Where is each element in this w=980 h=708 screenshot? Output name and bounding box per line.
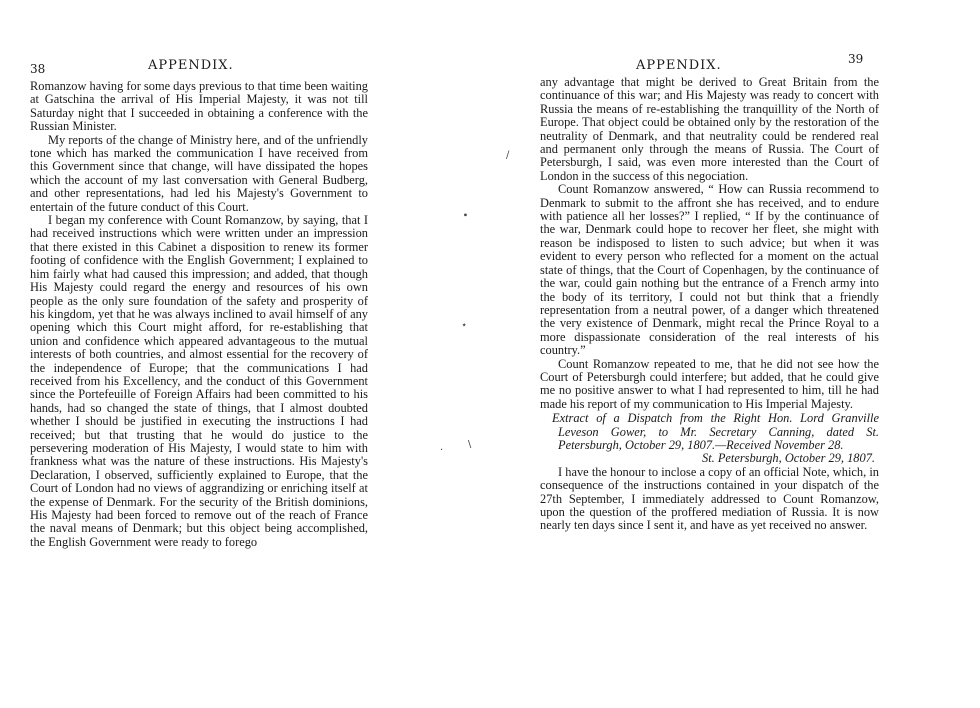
paragraph: Count Romanzow repeated to me, that he did not see how the Court of Petersburgh could interfere; but added, that he could give me no positive answer to what I had represented to him, till he had made his report of my communication to His Imperial Majesty. — [540, 356, 879, 411]
scan-mark: ∖ — [466, 440, 473, 451]
paragraph: any advantage that might be derived to Great Britain from the continuance of this war; and His Majesty was ready to concert with Russia the means of re-establishing the tranquillity of the North of Europe. That object could be obtained only by the restoration of the neutrality of Denmark, and that neutrality could be rendered real and permanent only through the means of Russia. The Court of Petersburgh, I said, was even more interested than the Court of London in the success of this negociation. — [540, 75, 879, 183]
page-number: 38 — [30, 62, 46, 76]
scan-mark: · — [440, 445, 444, 456]
page-header: APPENDIX. — [148, 58, 234, 73]
text-column — [540, 76, 879, 533]
paragraph: I began my conference with Count Romanzow, by saying, that I had received instructions which were written under an impression that there existed in this Cabinet a disposition to renew its former footing of confidence with the English Government; I explained to him fairly what had caused this impression; and added, that though His Majesty could regard the energy and resources of his own people as the only sure foundation of the safety and prosperity of his kingdom, yet that he was always inclined to avail himself of any opening which this Court might afford, for re-establishing that union and confidence which appeared advantageous to the mutual interests of both countries, and almost essential for the recovery of the independence of Europe; that the communications I had received from his Excellency, and the conduct of this Government since the Portefeuille of Foreign Affairs had been committed to his hands, had so changed the state of things, that I almost doubted whether I should be justified in executing the instructions I had received; but that trusting that he would do justice to the persevering moderation of His Majesty, I would state to him with frankness what was the nature of these instructions. His Majesty's Declaration, I observed, sufficiently explained to Europe, that the Court of London had no views of aggrandizing or enriching itself at the expense of Denmark. For the security of the British dominions, His Majesty had been forced to remove out of the reach of France the naval means of Denmark; but this object being accomplished, the English Government were ready to forego — [30, 213, 368, 549]
scan-mark: / — [506, 150, 510, 161]
extract-heading: Extract of a Dispatch from the Right Hon. Lord Granville Leveson Gower, to Mr. Secretary Canning, dated St. Petersburgh, October 29, 1807.—Received November 28. — [552, 411, 879, 452]
paragraph: Count Romanzow answered, “ How can Russia recommend to Denmark to submit to the affront she has received, and to endure with patience all her losses?” I replied, “ If by the continuance of the war, Denmark could hope to recover her fleet, she might with reason be indisposed to listen to such advice; but when it was evident to every person who reflected for a moment on the actual state of things, that the Court of Copenhagen, by the continuance of the war, could gain nothing but the entrance of a French army into the body of its territory, I could not but think that a friendly representation from a neutral power, of a danger which threatened the very existence of Denmark, might recal the Prince Royal to a more dispassionate consideration of the real interests of his country.” — [540, 182, 879, 358]
text-column — [30, 80, 368, 549]
dateline: St. Petersburgh, October 29, 1807. — [702, 451, 875, 466]
right-page — [490, 0, 980, 708]
scan-mark: ∙ — [463, 210, 468, 221]
paragraph: Romanzow having for some days previous to that time been waiting at Gatschina the arrival of His Imperial Majesty, it was not till Saturday night that I succeeded in obtaining a conference with the Russian Minister. — [30, 79, 368, 134]
paragraph: I have the honour to inclose a copy of an official Note, which, in consequence of the instructions contained in your dispatch of the 27th September, I immediately addressed to Count Romanzow, upon the question of the proffered mediation of Russia. It is now nearly ten days since I sent it, and have as yet received no answer. — [540, 464, 879, 533]
page-number: 39 — [848, 52, 864, 66]
page-header: APPENDIX. — [636, 58, 722, 73]
scan-mark: ⋆ — [461, 320, 468, 331]
paragraph: My reports of the change of Ministry here, and of the unfriendly tone which has marked the communication I have received from this Government since that change, will have dissipated the hopes which the account of my last conversation with General Budberg, and other representations, had led his Majesty's Government to entertain of the future conduct of this Court. — [30, 132, 368, 214]
